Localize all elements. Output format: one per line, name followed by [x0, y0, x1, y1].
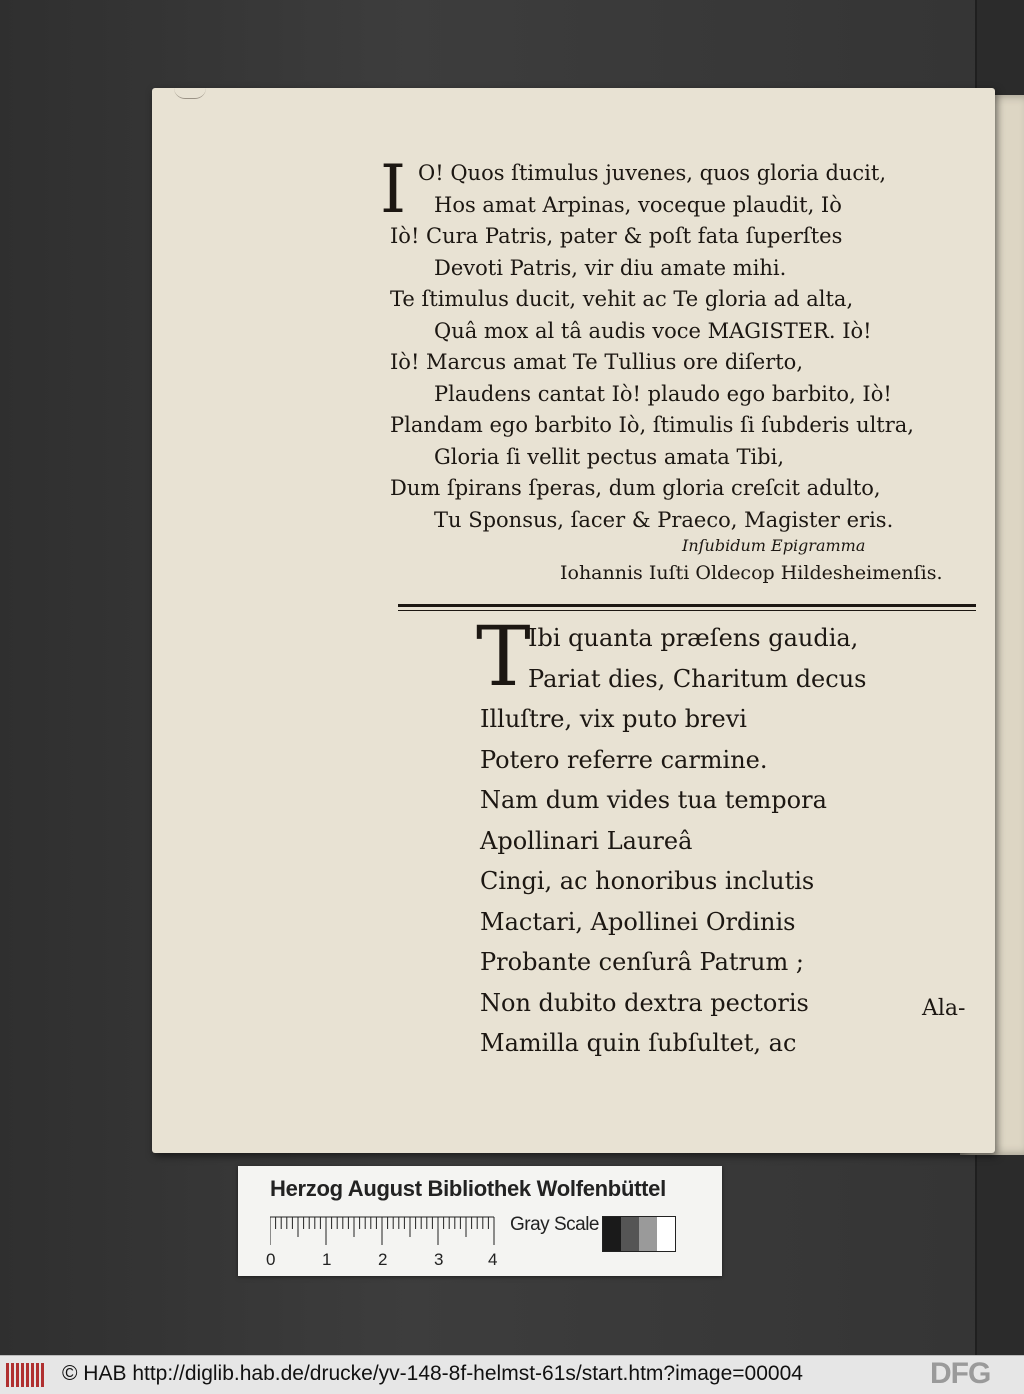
poem-line: O! Quos ſtimulus juvenes, quos gloria ducit, — [418, 161, 887, 185]
poem-line: Apollinari Laureâ — [480, 826, 693, 855]
gray-scale-label: Gray Scale — [510, 1214, 599, 1235]
poem-line: Ibi quanta præſens gaudia, — [528, 624, 859, 652]
author-attribution: Iohannis Iuſti Oldecop Hildesheimenſis. — [560, 562, 943, 584]
ruler-scale — [270, 1216, 500, 1246]
poem-line: Gloria ſi vellit pectus amata Tibi, — [434, 444, 784, 469]
poem-line: Mactari, Apollinei Ordinis — [480, 907, 796, 936]
poem-line: Hos amat Arpinas, voceque plaudit, Iò — [434, 192, 842, 217]
poem-line: Pariat dies, Charitum decus — [528, 664, 867, 693]
poem-line: Nam dum vides tua tempora — [480, 786, 827, 814]
poem-line: Dum ſpirans ſperas, dum gloria creſcit adulto, — [390, 476, 881, 500]
ruler-number: 1 — [322, 1250, 332, 1269]
poem-line: Non dubito dextra pectoris — [480, 988, 809, 1017]
poem-line: Plandam ego barbito Iò, ſtimulis ſi ſubderis ultra, — [390, 413, 914, 437]
gray-swatch — [621, 1217, 639, 1251]
poem-line: Mamilla quin ſubſultet, ac — [480, 1029, 797, 1057]
ruler-number: 4 — [488, 1250, 498, 1269]
color-calibration-bar — [238, 1166, 722, 1276]
poem-line: Tu Sponsus, ſacer & Praeco, Magister eris. — [434, 507, 894, 532]
ruler-number: 3 — [434, 1250, 444, 1269]
dfg-logo: DFG — [930, 1357, 991, 1390]
poem-line: Iò! Marcus amat Te Tullius ore diſerto, — [390, 350, 803, 374]
poem-line: Plaudens cantat Iò! plaudo ego barbito, Iò! — [434, 381, 892, 406]
poem-line: Te ſtimulus ducit, vehit ac Te gloria ad alta, — [390, 287, 854, 311]
ruler-number: 2 — [378, 1250, 388, 1269]
poem-epigram — [380, 151, 980, 536]
poem-line: Illuſtre, vix puto brevi — [480, 705, 747, 733]
barcode-icon — [6, 1363, 46, 1387]
epigram-heading: Inſubidum Epigramma — [682, 536, 866, 555]
dropcap-initial: I — [380, 151, 407, 228]
poem-line: Devoti Patris, vir diu amate mihi. — [434, 255, 787, 280]
poem-ode — [476, 610, 980, 1064]
source-credit: © HAB http://diglib.hab.de/drucke/yv-148-8f-helmst-61s/start.htm?image=00004 — [62, 1362, 803, 1385]
gray-swatch — [639, 1217, 657, 1251]
gray-swatch — [603, 1217, 621, 1251]
catchword: Ala- — [922, 996, 966, 1021]
poem-line: Probante cenſurâ Patrum ; — [480, 948, 804, 976]
section-divider — [398, 604, 976, 607]
gray-swatch — [657, 1217, 675, 1251]
ruler-number: 0 — [266, 1250, 276, 1269]
document-page — [152, 88, 995, 1153]
poem-line: Iò! Cura Patris, pater & poſt fata ſuperſtes — [390, 224, 843, 248]
library-name: Herzog August Bibliothek Wolfenbüttel — [270, 1176, 666, 1201]
footer-bar — [0, 1355, 1024, 1394]
ruler-numbers — [266, 1250, 506, 1270]
gray-scale-swatches — [602, 1216, 676, 1252]
page-corner-mark — [174, 88, 206, 99]
poem-line: Potero referre carmine. — [480, 745, 768, 774]
poem-line: Cingi, ac honoribus inclutis — [480, 867, 815, 895]
dropcap-initial: T — [476, 610, 531, 705]
poem-line: Quâ mox al tâ audis voce MAGISTER. Iò! — [434, 318, 872, 343]
